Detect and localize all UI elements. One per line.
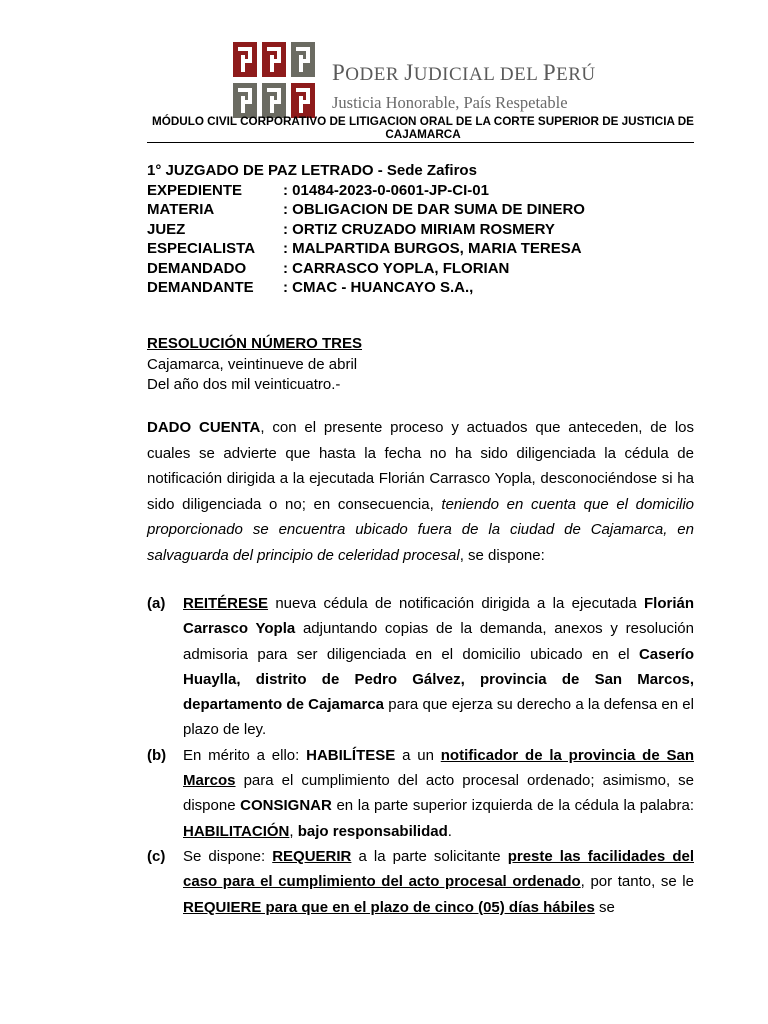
- case-value: : CMAC - HUANCAYO S.A.,: [283, 279, 474, 296]
- item-marker: (c): [147, 847, 166, 865]
- case-label: JUEZ: [147, 220, 186, 238]
- item-text: Se dispone: REQUERIR a la parte solicitante preste las facilidades del caso para el cumplimiento del acto procesal ordenado, por tanto, se le REQUIERE para que en el plazo de cinco (05) días hábiles se: [183, 847, 694, 916]
- case-row: [147, 220, 585, 240]
- intro-paragraph: DADO CUENTA, con el presente proceso y actuados que anteceden, de los cuales se advierte que hasta la fecha no ha sido diligenciada la cédula de notificación dirigida a la ejecutada Florián Carrasco Yopla, desconociéndose si ha sido diligenciada o no; en consecuencia, teniendo en cuenta que el domicilio proporcionado se encuentra ubicado fuera de la ciudad de Cajamarca, en salvaguarda del principio de celeridad procesal, se dispone:: [147, 419, 695, 564]
- resolution-title: RESOLUCIÓN NÚMERO TRES: [147, 335, 363, 352]
- case-row: [147, 200, 585, 220]
- resolution-date: [147, 355, 357, 394]
- item-marker: (b): [147, 746, 167, 764]
- disposition-item-b: [147, 743, 694, 844]
- header-divider: [147, 142, 694, 143]
- case-label: DEMANDADO: [147, 259, 247, 277]
- case-row: [147, 259, 585, 279]
- case-value: : 01484-2023-0-0601-JP-CI-01: [283, 181, 489, 199]
- resolution-place: Cajamarca, veintinueve de abril: [147, 356, 358, 373]
- case-label: MATERIA: [147, 201, 215, 218]
- module-heading: MÓDULO CIVIL CORPORATIVO DE LITIGACION ORAL DE LA CORTE SUPERIOR DE JUSTICIA DE CAJAMARCA: [152, 115, 694, 141]
- case-value: : ORTIZ CRUZADO MIRIAM ROSMERY: [283, 220, 555, 238]
- case-value: : OBLIGACION DE DAR SUMA DE DINERO: [283, 201, 585, 218]
- case-row: [147, 181, 585, 201]
- poder-judicial-logo: [233, 42, 317, 118]
- case-value: : CARRASCO YOPLA, FLORIAN: [283, 259, 510, 277]
- dispositions-list: [147, 591, 694, 920]
- institution-tagline: Justicia Honorable, País Respetable: [332, 93, 568, 112]
- court-name: 1° JUZGADO DE PAZ LETRADO - Sede Zafiros: [147, 162, 477, 179]
- disposition-item-a: [147, 591, 694, 743]
- disposition-item-c: [147, 844, 694, 920]
- resolution-year: Del año dos mil veinticuatro.-: [147, 375, 341, 393]
- case-label: EXPEDIENTE: [147, 181, 243, 199]
- item-text: En mérito a ello: HABILÍTESE a un notificador de la provincia de San Marcos para el cumplimiento del acto procesal ordenado; asimismo, se dispone CONSIGNAR en la parte superior izquierda de la cédula la palabra: HABILITACIÓN, bajo responsabilidad.: [183, 746, 694, 840]
- item-marker: (a): [147, 595, 166, 612]
- case-row: [147, 239, 585, 259]
- case-label: ESPECIALISTA: [147, 240, 256, 257]
- institution-title: PODER JUDICIAL DEL PERÚ: [332, 60, 596, 85]
- case-label: DEMANDANTE: [147, 279, 254, 296]
- case-header: [147, 161, 585, 298]
- case-row: [147, 278, 585, 298]
- case-value: : MALPARTIDA BURGOS, MARIA TERESA: [283, 240, 582, 257]
- item-text: REITÉRESE nueva cédula de notificación dirigida a la ejecutada Florián Carrasco Yopla adjuntando copias de la demanda, anexos y resolución admisoria para ser diligenciada en el domicilio ubicado en el Caserío Huaylla, distrito de Pedro Gálvez, provincia de San Marcos, departamento de Cajamarca para que ejerza su derecho a la defensa en el plazo de ley.: [183, 595, 694, 739]
